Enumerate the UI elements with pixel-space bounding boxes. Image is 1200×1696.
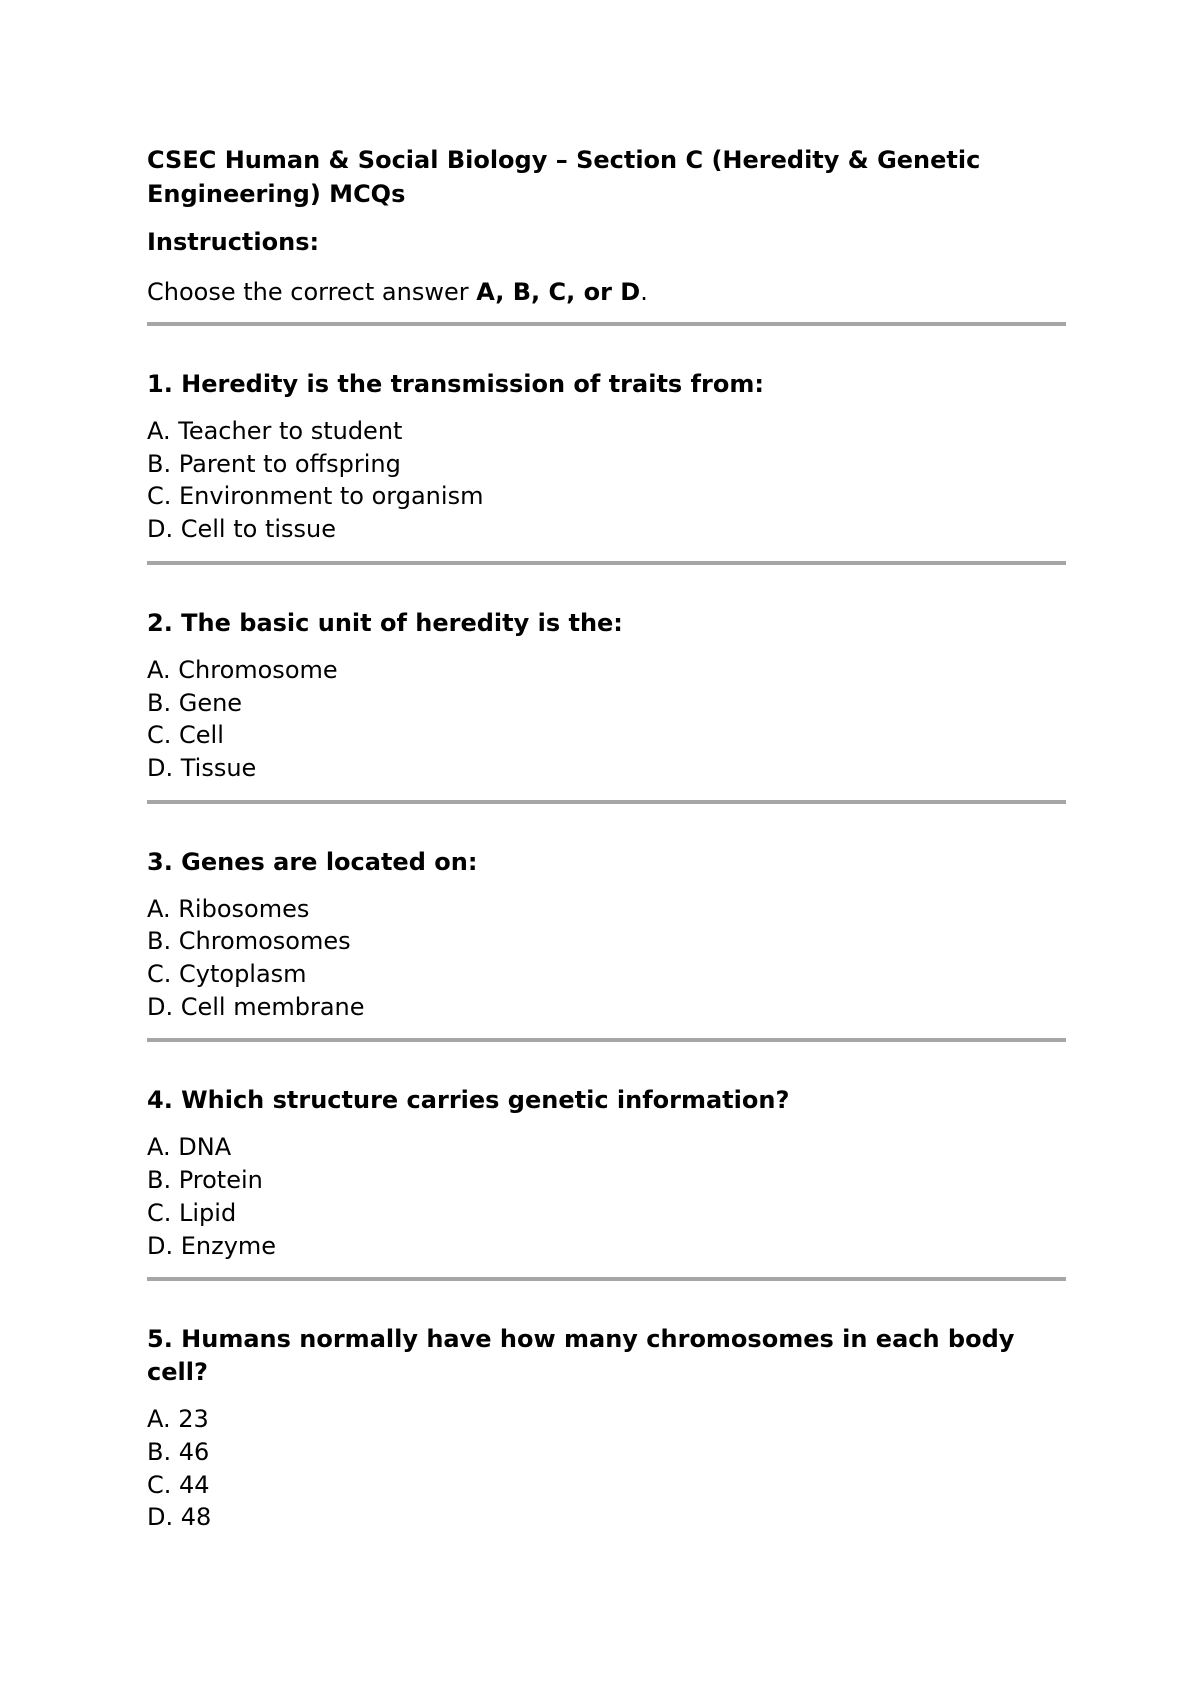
question-2 <box>147 607 1067 785</box>
divider <box>147 800 1066 804</box>
option-b: B. Parent to offspring <box>147 449 401 478</box>
instructions-text <box>147 275 1067 309</box>
divider <box>147 1277 1066 1281</box>
option-list <box>147 1403 1067 1534</box>
option-list <box>147 654 1067 785</box>
divider <box>147 561 1066 565</box>
document-title: CSEC Human & Social Biology – Section C (Heredity & Genetic Engineering) MCQs <box>147 146 981 208</box>
question-text: 3. Genes are located on: <box>147 847 478 876</box>
option-b: B. Chromosomes <box>147 927 351 956</box>
option-c: C. Lipid <box>147 1198 237 1227</box>
divider <box>147 322 1066 326</box>
instructions-text-prefix: Choose the correct answer <box>147 278 477 306</box>
question-1 <box>147 368 1067 546</box>
option-list <box>147 1131 1067 1262</box>
option-list <box>147 893 1067 1024</box>
option-d: D. Cell to tissue <box>147 515 337 544</box>
option-d: D. Tissue <box>147 753 257 782</box>
option-d: D. Enzyme <box>147 1231 277 1260</box>
instructions-text-suffix: . <box>640 278 648 306</box>
option-a: A. Chromosome <box>147 655 338 684</box>
instructions-heading: Instructions: <box>147 228 320 256</box>
option-c: C. Cytoplasm <box>147 960 307 989</box>
option-b: B. Protein <box>147 1166 263 1195</box>
option-d: D. Cell membrane <box>147 992 365 1021</box>
option-a: A. 23 <box>147 1405 209 1434</box>
instructions-text-bold: A, B, C, or D <box>476 278 641 306</box>
question-text: 2. The basic unit of heredity is the: <box>147 608 623 637</box>
option-a: A. Teacher to student <box>147 417 403 445</box>
question-text: 1. Heredity is the transmission of traits from: <box>147 370 764 398</box>
question-5 <box>147 1323 1067 1534</box>
option-d: D. 48 <box>147 1503 212 1532</box>
option-c: C. 44 <box>147 1470 210 1499</box>
option-a: A. DNA <box>147 1133 232 1162</box>
divider <box>147 1038 1066 1042</box>
option-c: C. Cell <box>147 721 224 750</box>
question-text: 5. Humans normally have how many chromosomes in each body cell? <box>147 1325 1015 1387</box>
question-4 <box>147 1084 1067 1262</box>
question-text: 4. Which structure carries genetic information? <box>147 1086 790 1115</box>
question-3 <box>147 846 1067 1024</box>
option-b: B. Gene <box>147 688 243 717</box>
option-a: A. Ribosomes <box>147 894 310 923</box>
option-b: B. 46 <box>147 1437 210 1466</box>
option-c: C. Environment to organism <box>147 482 484 511</box>
option-list <box>147 415 1067 546</box>
document-content <box>147 143 1067 1534</box>
